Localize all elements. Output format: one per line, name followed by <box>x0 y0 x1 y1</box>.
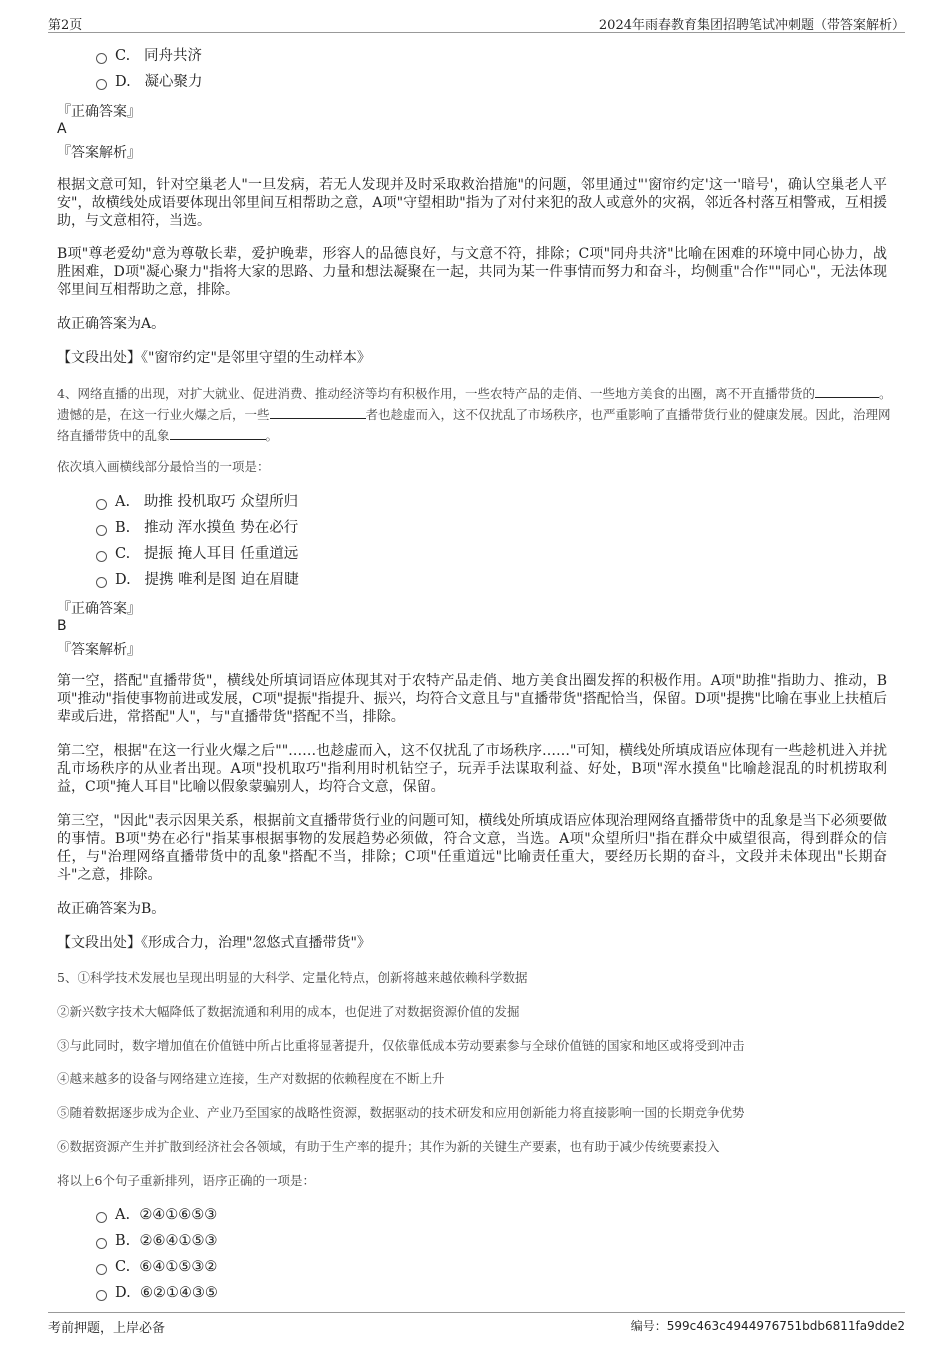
page-header <box>48 10 905 33</box>
q3-analysis-label: 『答案解析』 <box>57 145 141 161</box>
radio-icon[interactable] <box>96 577 107 588</box>
q5-sentence-1: 5、①科学技术发展也呈现出明显的大科学、定量化特点，创新将越来越依赖科学数据 <box>57 970 528 985</box>
radio-icon[interactable] <box>96 499 107 510</box>
document-id: 编号：599c463c4944976751bdb6811fa9dde2 <box>630 1319 905 1333</box>
q4-option-b[interactable]: B. 推动 浑水摸鱼 势在必行 <box>96 517 298 539</box>
q5-option-d[interactable]: D. ⑥②①④③⑤ <box>96 1282 218 1304</box>
blank-2[interactable] <box>270 406 366 419</box>
radio-icon[interactable] <box>96 525 107 536</box>
q4-source: 【文段出处】《形成合力，治理"忽悠式直播带货"》 <box>57 935 371 951</box>
q5-sentence-6: ⑥数据资源产生并扩散到经济社会各领域，有助于生产率的提升；其作为新的关键生产要素，也有助于减少传统要素投入 <box>57 1139 720 1154</box>
q3-option-c[interactable]: C. 同舟共济 <box>96 45 202 67</box>
footer-slogan: 考前押题，上岸必备 <box>48 1321 166 1336</box>
blank-1[interactable] <box>815 385 879 398</box>
q4-instruction: 依次填入画横线部分最恰当的一项是： <box>57 459 270 474</box>
blank-3[interactable] <box>170 427 266 440</box>
radio-icon[interactable] <box>96 1264 107 1275</box>
q4-option-c[interactable]: C. 提振 掩人耳目 任重道远 <box>96 543 298 565</box>
radio-icon[interactable] <box>96 79 107 90</box>
q3-source: 【文段出处】《"窗帘约定"是邻里守望的生动样本》 <box>57 350 371 366</box>
q4-analysis-p4: 故正确答案为B。 <box>57 901 166 917</box>
radio-icon[interactable] <box>96 53 107 64</box>
q3-analysis-p2: B项"尊老爱幼"意为尊敬长辈，爱护晚辈，形容人的品德良好，与文意不符，排除；C项"同舟共济"比喻在困难的环境中同心协力，战胜困难，D项"凝心聚力"指将大家的思路、力量和想法凝聚在一起，共同为某一件事情而努力和奋斗，均侧重"合作""同心"，无法体现邻里间互相帮助之意，排除。 <box>57 246 887 298</box>
q4-option-d[interactable]: D. 提携 唯利是图 迫在眉睫 <box>96 569 299 591</box>
q5-sentence-5: ⑤随着数据逐步成为企业、产业乃至国家的战略性资源，数据驱动的技术研发和应用创新能力将直接影响一国的长期竞争优势 <box>57 1105 745 1120</box>
radio-icon[interactable] <box>96 1238 107 1249</box>
q3-analysis-p3: 故正确答案为A。 <box>57 316 166 332</box>
q4-analysis-p2: 第二空，根据"在这一行业火爆之后""……也趁虚而入，这不仅扰乱了市场秩序……"可知，横线处所填成语应体现有一些趁机进入并扰乱市场秩序的从业者出现。A项"投机取巧"指利用时机钻空子，玩弄手法谋取利益、好处，B项"浑水摸鱼"比喻趁混乱的时机捞取利益，C项"掩人耳目"比喻以假象蒙骗别人，均符合文意，保留。 <box>57 743 887 795</box>
q4-stem: 4、网络直播的出现，对扩大就业、促进消费、推动经济等均有积极作用，一些农特产品的走俏、一些地方美食的出圈，离不开直播带货的 。遗憾的是，在这一行业火爆之后，一些 者也趁虚而入，这不仅扰乱了市场秩序，也严重影响了直播带货行业的健康发展。因此，治理网络直播带货中的乱象 。 <box>57 386 892 443</box>
radio-icon[interactable] <box>96 1290 107 1301</box>
radio-icon[interactable] <box>96 1212 107 1223</box>
q5-sentence-2: ②新兴数字技术大幅降低了数据流通和利用的成本，也促进了对数据资源价值的发掘 <box>57 1004 520 1019</box>
page-number: 第2页 <box>48 18 83 33</box>
q5-option-a[interactable]: A. ②④①⑥⑤③ <box>96 1204 217 1226</box>
q4-analysis-p3: 第三空，"因此"表示因果关系，根据前文直播带货行业的问题可知，横线处所填成语应体现治理网络直播带货中的乱象是当下必须要做的事情。B项"势在必行"指某事根据事物的发展趋势必须做，符合文意，当选。A项"众望所归"指在群众中威望很高，得到群众的信任，与"治理网络直播带货中的乱象"搭配不当，排除；C项"任重道远"比喻责任重大，要经历长期的奋斗，文段并未体现出"长期奋斗"之意，排除。 <box>57 813 887 883</box>
q5-instruction: 将以上6个句子重新排列，语序正确的一项是： <box>57 1173 315 1188</box>
q3-answer-label: 『正确答案』 <box>57 104 141 120</box>
q3-analysis-p1: 根据文意可知，针对空巢老人"一旦发病，若无人发现并及时采取救治措施"的问题，邻里通过"'窗帘约定'这一'暗号'，确认空巢老人平安"，故横线处成语要体现出邻里间互相帮助之意，A项"守望相助"指为了对付来犯的敌人或意外的灾祸，邻近各村落互相警戒，互相援助，与文意相符，当选。 <box>57 177 887 229</box>
q4-analysis-label: 『答案解析』 <box>57 642 141 658</box>
q5-sentence-3: ③与此同时，数字增加值在价值链中所占比重将显著提升，仅依靠低成本劳动要素参与全球价值链的国家和地区或将受到冲击 <box>57 1038 745 1053</box>
q4-option-a[interactable]: A. 助推 投机取巧 众望所归 <box>96 491 298 513</box>
q4-answer-label: 『正确答案』 <box>57 601 141 617</box>
q5-option-c[interactable]: C. ⑥④①⑤③② <box>96 1256 217 1278</box>
document-title: 2024年雨春教育集团招聘笔试冲刺题（带答案解析） <box>598 18 905 33</box>
q4-analysis-p1: 第一空，搭配"直播带货"，横线处所填词语应体现其对于农特产品走俏、地方美食出圈发挥的积极作用。A项"助推"指助力、推动，B项"推动"指使事物前进或发展，C项"提振"指提升、振兴，均符合文意且与"直播带货"搭配恰当，保留。D项"提携"比喻在事业上扶植后辈或后进，常搭配"人"，与"直播带货"搭配不当，排除。 <box>57 673 887 725</box>
q5-option-b[interactable]: B. ②⑥④①⑤③ <box>96 1230 217 1252</box>
radio-icon[interactable] <box>96 551 107 562</box>
page-footer <box>48 1312 905 1335</box>
q3-option-d[interactable]: D. 凝心聚力 <box>96 71 203 93</box>
q3-answer: A <box>57 121 67 137</box>
q5-sentence-4: ④越来越多的设备与网络建立连接，生产对数据的依赖程度在不断上升 <box>57 1071 445 1086</box>
q4-answer: B <box>57 618 67 634</box>
